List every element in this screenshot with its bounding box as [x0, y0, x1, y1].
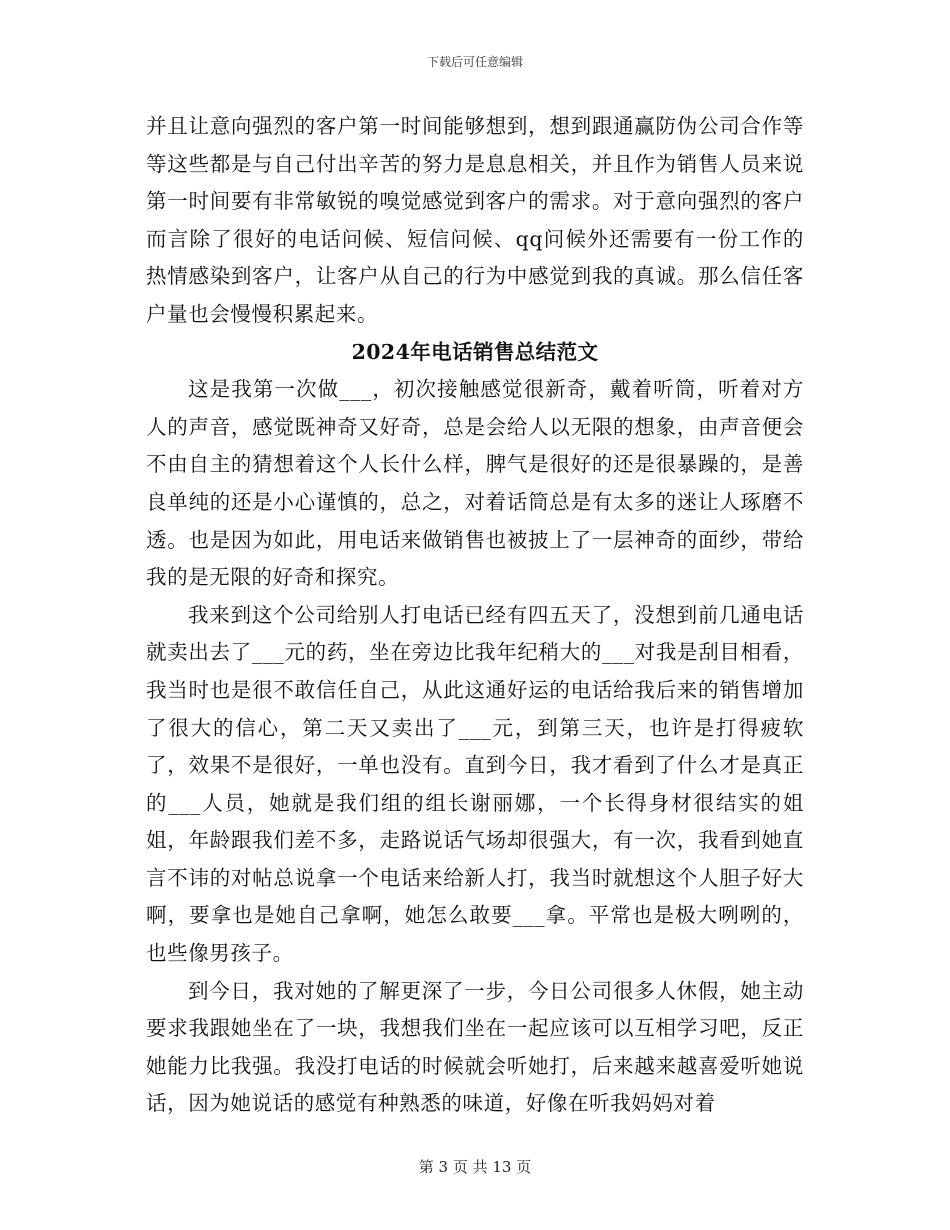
- page-header-note: 下载后可任意编辑: [426, 55, 523, 69]
- paragraph-continued: 并且让意向强烈的客户第一时间能够想到，想到跟通赢防伪公司合作等等这些都是与自己付出辛苦的努力是息息相关，并且作为销售人员来说第一时间要有非常敏锐的嗅觉感觉到客户的需求。对于意向强烈的客户而言除了很好的电话问候、短信问候、qq问候外还需要有一份工作的热情感染到客户，让客户从自己的行为中感觉到我的真诚。那么信任客户量也会慢慢积累起来。: [146, 114, 804, 326]
- document-body: [146, 108, 804, 1123]
- paragraph-2: 我来到这个公司给别人打电话已经有四五天了，没想到前几通电话就卖出去了___元的药，坐在旁边比我年纪稍大的___对我是刮目相看，我当时也是很不敢信任自己，从此这通好运的电话给我后来的销售增加了很大的信心，第二天又卖出了___元，到第三天，也许是打得疲软了，效果不是很好，一单也没有。直到今日，我才看到了什么才是真正的___人员，她就是我们组的组长谢丽娜，一个长得身材很结实的姐姐，年龄跟我们差不多，走路说话气场却很强大，有一次，我看到她直言不讳的对帖总说拿一个电话来给新人打，我当时就想这个人胆子好大啊，要拿也是她自己拿啊，她怎么敢要___拿。平常也是极大咧咧的，也些像男孩子。: [146, 602, 804, 966]
- section-title: 2024年电话销售总结范文: [351, 339, 599, 364]
- page-number-footer: 第 3 页 共 13 页: [418, 1158, 532, 1176]
- paragraph-1: 这是我第一次做___，初次接触感觉很新奇，戴着听筒，听着对方人的声音，感觉既神奇又好奇，总是会给人以无限的想象，由声音便会不由自主的猜想着这个人长什么样，脾气是很好的还是很暴躁的，是善良单纯的还是小心谨慎的，总之，对着话筒总是有太多的迷让人琢磨不透。也是因为如此，用电话来做销售也被披上了一层神奇的面纱，带给我的是无限的好奇和探究。: [146, 377, 804, 590]
- paragraph-3: 到今日，我对她的了解更深了一步，今日公司很多人休假，她主动要求我跟她坐在了一块，我想我们坐在一起应该可以互相学习吧，反正她能力比我强。我没打电话的时候就会听她打，后来越来越喜爱听她说话，因为她说话的感觉有种熟悉的味道，好像在听我妈妈对着: [146, 978, 804, 1116]
